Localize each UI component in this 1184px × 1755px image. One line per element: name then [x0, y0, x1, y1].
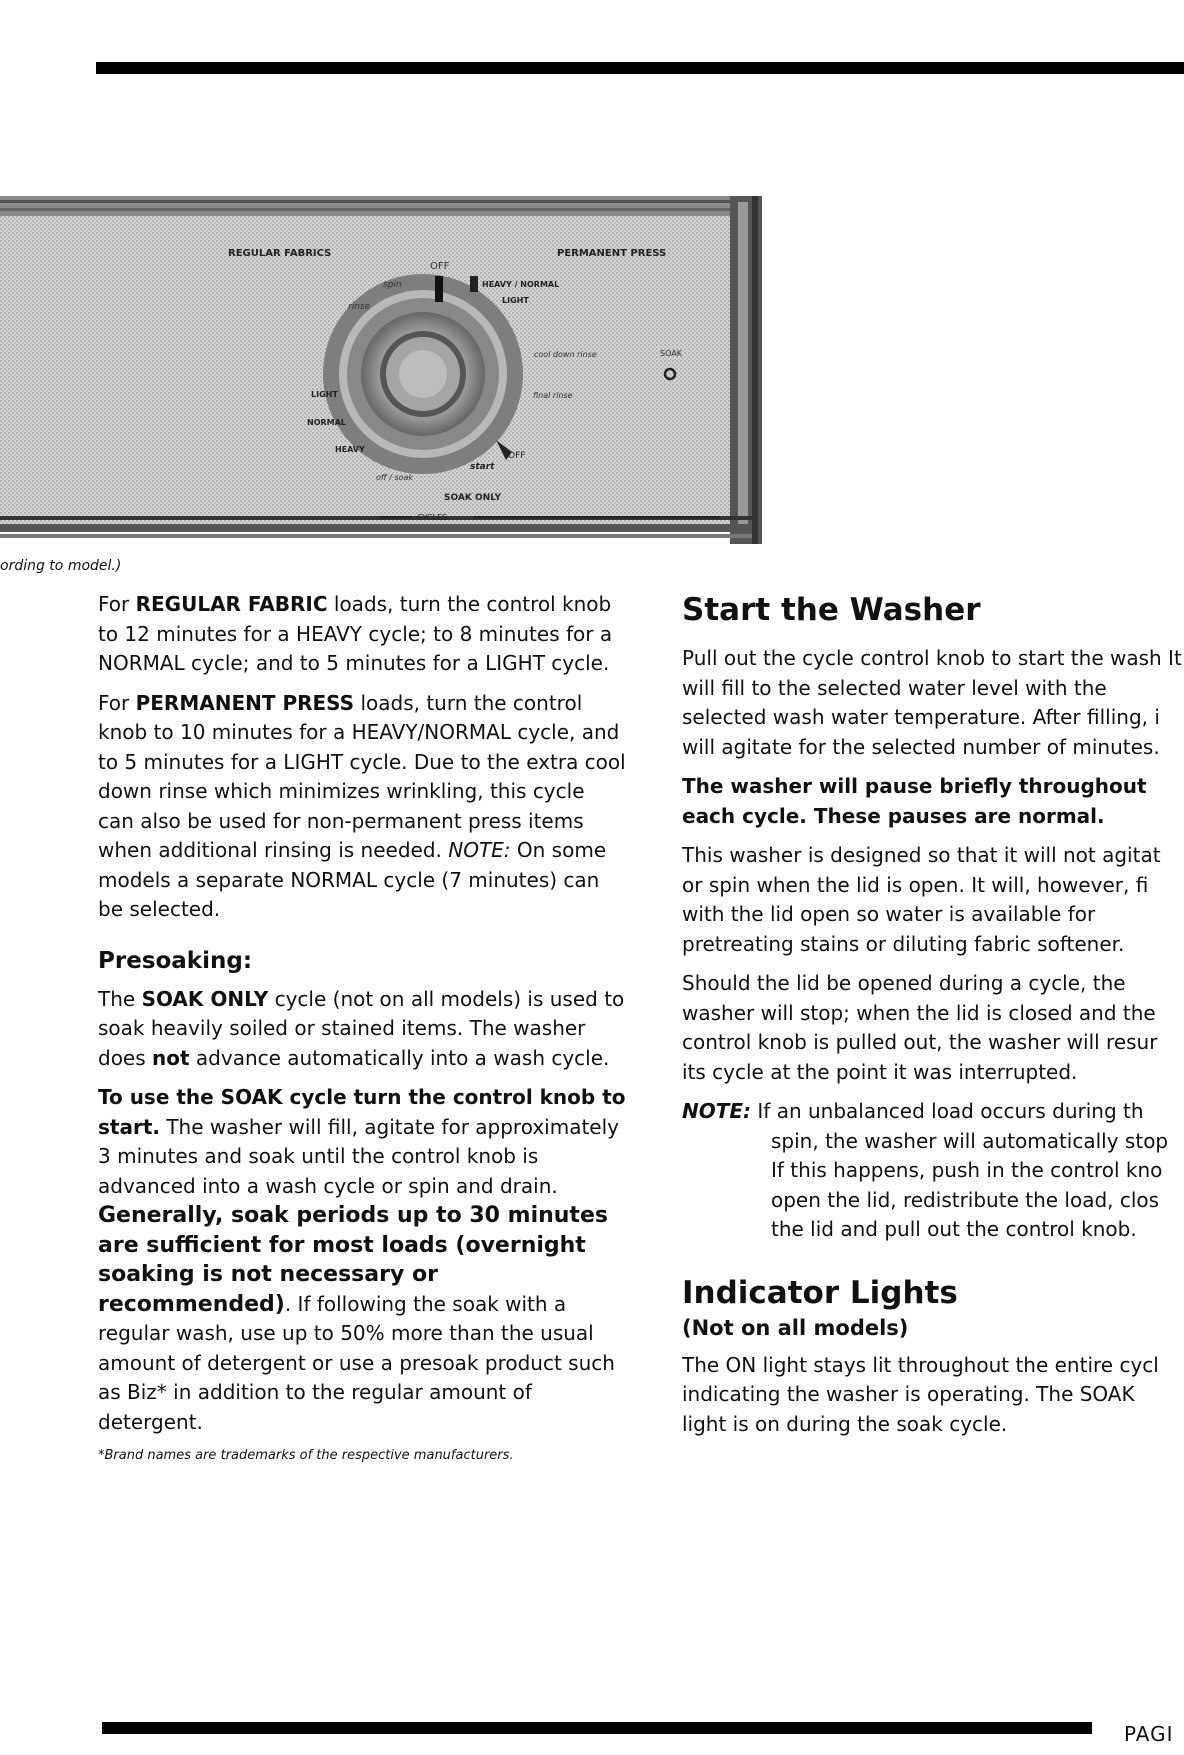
- brand-footnote: *Brand names are trademarks of the respective manufacturers.: [98, 1448, 514, 1463]
- label-light-right: LIGHT: [502, 296, 529, 305]
- lid-resume-paragraph: Should the lid be opened during a cycle, the washer will stop; when the lid is closed and the control knob is pulled out, the washer will resur its cycle at the point it was interrupted.: [682, 971, 1158, 1084]
- soak-only-paragraph: The SOAK ONLY cycle (not on all models) is used to soak heavily soiled or stained items. The washer does not advance automatically into a wash cycle.: [98, 986, 625, 1070]
- label-off-bottom: OFF: [508, 451, 526, 461]
- soak-cycle-paragraph: To use the SOAK cycle turn the control knob to start. The washer will fill, agitate for approximately 3 minutes and soak until the control knob is advanced into a wash cycle or spin and drain. Generally, soak periods up to 30 minutes are sufficient for most loads (overnight soaking is not necessary or recommended). If following the soak with a regular wash, use up to 50% more than the usual amount of detergent or use a presoak product such as Biz* in addition to the regular amount of detergent.: [98, 1085, 626, 1434]
- label-light-left: LIGHT: [311, 390, 338, 399]
- indicator-lights-heading: Indicator Lights: [682, 1274, 958, 1311]
- start-washer-heading: Start the Washer: [682, 592, 981, 628]
- label-spin: spin: [383, 280, 402, 290]
- figure-caption: ording to model.): [0, 558, 122, 574]
- label-soak-only: SOAK ONLY: [444, 493, 501, 503]
- label-final-rinse: final rinse: [533, 391, 573, 400]
- indicator-lights-subheading: (Not on all models): [682, 1315, 909, 1340]
- top-rule: [96, 62, 1184, 74]
- lid-open-paragraph: This washer is designed so that it will not agitat or spin when the lid is open. It will, however, fi with the lid open so water is available for pretreating stains or diluting fabric softener.: [682, 843, 1161, 956]
- label-off-soak: off / soak: [376, 473, 414, 482]
- page-number-label: PAGI: [1124, 1722, 1174, 1746]
- regular-fabric-paragraph: For REGULAR FABRIC loads, turn the control knob to 12 minutes for a HEAVY cycle; to 8 minutes for a NORMAL cycle; and to 5 minutes for a LIGHT cycle.: [98, 592, 613, 675]
- label-heavy-normal: HEAVY / NORMAL: [482, 280, 560, 289]
- right-column: [682, 590, 1184, 1449]
- label-off-top: OFF: [430, 261, 450, 272]
- label-normal-left: NORMAL: [307, 418, 346, 427]
- permanent-press-paragraph: For PERMANENT PRESS loads, turn the control knob to 10 minutes for a HEAVY/NORMAL cycle, and to 5 minutes for a LIGHT cycle. Due to the extra cool down rinse which minimizes wrinkling, this cycle can also be used for non-permanent press items when additional rinsing is needed. NOTE: On some models a separate NORMAL cycle (7 minutes) can be selected.: [98, 690, 626, 921]
- control-panel-svg: [0, 196, 762, 548]
- left-column: [98, 590, 626, 1475]
- unbalanced-load-note: NOTE: If an unbalanced load occurs during th spin, the washer will automatically stop If this happens, push in the control kno open the lid, redistribute the load, clos the lid and pull out the control knob.: [682, 1099, 1169, 1241]
- label-start: start: [470, 462, 495, 472]
- soak-light-label: SOAK: [660, 349, 682, 358]
- label-regular-fabrics: REGULAR FABRICS: [228, 248, 332, 259]
- label-permanent-press: PERMANENT PRESS: [557, 248, 667, 259]
- label-heavy-left: HEAVY: [335, 445, 365, 454]
- start-washer-paragraph: Pull out the cycle control knob to start the wash It will fill to the selected water level with the selected wash water temperature. After filling, i will agitate for the selected number of minutes.: [682, 646, 1182, 759]
- indicator-lights-paragraph: The ON light stays lit throughout the entire cycl indicating the washer is operating. The SOAK light is on during the soak cycle.: [682, 1352, 1159, 1436]
- label-cycles: CYCLES: [417, 513, 448, 522]
- knob-pointer-icon: [435, 276, 443, 302]
- presoaking-heading: Presoaking:: [98, 947, 253, 974]
- pause-note: The washer will pause briefly throughout each cycle. These pauses are normal.: [682, 774, 1147, 828]
- label-cool-down-rinse: cool down rinse: [534, 350, 597, 359]
- bottom-rule: [102, 1722, 1092, 1734]
- control-panel-image: [0, 196, 762, 548]
- label-rinse: rinse: [348, 302, 371, 312]
